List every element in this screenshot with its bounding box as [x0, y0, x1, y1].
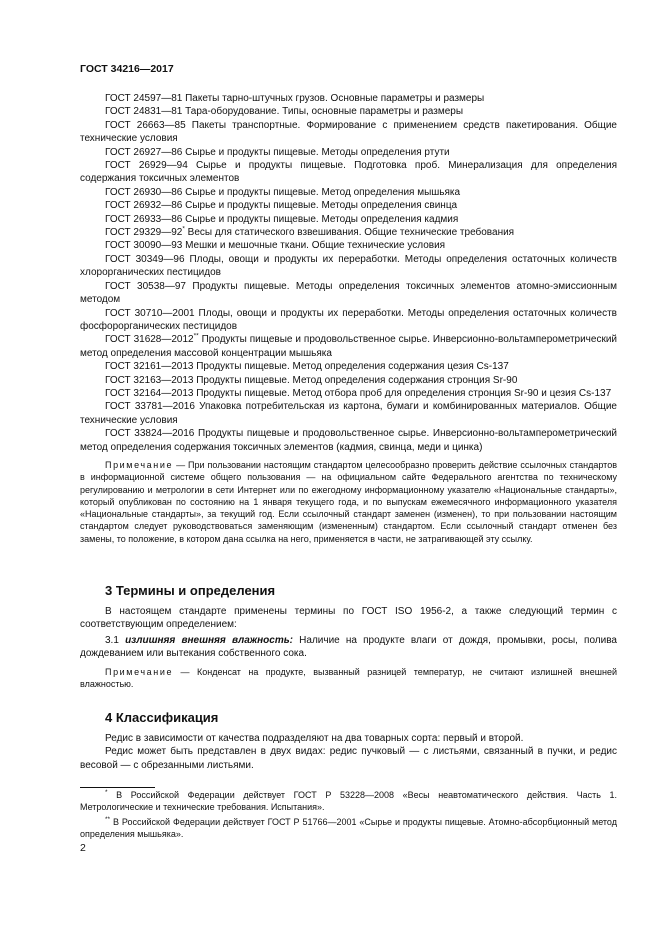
note-text: — При пользовании настоящим стандартом целесообразно проверить действие ссылочных стандартов в информационной системе общего пользования — на официальном сайте Федерального агентства по техническому регулированию и метрологии в сети Интернет или по ежегодному информационному указателю «Национальные стандарты», который опубликован по состоянию на 1 января текущего года, и по выпускам ежемесячного информационного указателя «Национальные стандарты», за текущий год. Если ссылочный стандарт заменен (изменен), то при пользовании настоящим стандартом следует руководствоваться заменяющим (измененным) стандартом. Если ссылочный стандарт отменен без замены, то положение, в котором дана ссылка на него, применяется в части, не затрагивающей эту ссылку. — [80, 459, 617, 544]
reference-code: ГОСТ 31628—2012 — [105, 334, 194, 346]
footnote-mark: ** — [105, 815, 111, 823]
reference-item: ГОСТ 26663—85 Пакеты транспортные. Формирование с применением средств пакетирования. Общие технические условия — [80, 119, 617, 145]
note-label: Примечание — [105, 666, 174, 677]
reference-item: ГОСТ 26929—94 Сырье и продукты пищевые. Подготовка проб. Минерализация для определения содержания токсичных элементов — [80, 160, 617, 185]
normative-references — [80, 92, 617, 545]
footnote-mark[interactable]: * — [182, 225, 185, 233]
term-note — [80, 666, 617, 691]
footnote — [80, 789, 617, 814]
term-name: излишняя внешняя влажность: — [125, 634, 294, 646]
reference-item: ГОСТ 32164—2013 Продукты пищевые. Метод отбора проб для определения стронция Sr-90 и цезия Cs-137 — [105, 387, 612, 399]
term-definition — [80, 634, 617, 661]
footnote-text: В Российской Федерации действует ГОСТ Р 53228—2008 «Весы неавтоматического действия. Часть 1. Метрологические и технические требования. Испытания». — [80, 790, 617, 813]
reference-item: ГОСТ 30090—93 Мешки и мешочные ткани. Общие технические условия — [105, 240, 446, 252]
reference-title: Весы для статического взвешивания. Общие технические требования — [184, 227, 515, 239]
reference-item — [80, 333, 617, 360]
reference-item: ГОСТ 33781—2016 Упаковка потребительская из картона, бумаги и комбинированных материалов. Общие технические условия — [80, 401, 617, 426]
reference-item — [80, 226, 617, 239]
page-number: 2 — [80, 842, 86, 854]
section-3-body — [80, 605, 617, 690]
reference-title: Продукты пищевые и продовольственное сырье. Инверсионно-вольтамперометрический метод определения массовой концентрации мышьяка — [80, 334, 617, 359]
reference-item: ГОСТ 32163—2013 Продукты пищевые. Метод определения содержания стронция Sr-90 — [105, 374, 518, 386]
section-4-title: 4 Классификация — [105, 710, 219, 725]
footnote-separator — [80, 787, 155, 788]
reference-item: ГОСТ 30349—96 Плоды, овощи и продукты их переработки. Методы определения остаточных количеств хлорорганических пестицидов — [80, 253, 617, 279]
reference-item: ГОСТ 26932—86 Сырье и продукты пищевые. Методы определения свинца — [105, 200, 458, 212]
section-3-intro: В настоящем стандарте применены термины по ГОСТ ISO 1956-2, а также следующий термин с соответствующим определением: — [80, 606, 617, 631]
note-label: Примечание — [105, 459, 174, 470]
section-4-paragraph: Редис может быть представлен в двух видах: редис пучковый — с листьями, связанный в пучки, и редис весовой — с обрезанными листьями. — [80, 746, 617, 771]
reference-item: ГОСТ 26930—86 Сырье и продукты пищевые. Метод определения мышьяка — [105, 186, 461, 198]
footnote-mark: * — [105, 789, 108, 796]
page-header: ГОСТ 34216—2017 — [80, 63, 174, 75]
term-text: Наличие на продукте влаги от дождя, промывки, росы, полива дождеванием или вытекания собственного сока. — [80, 634, 617, 660]
note-text: — Конденсат на продукте, вызванный разницей температур, не считают излишней внешней влажностью. — [80, 666, 617, 689]
reference-item: ГОСТ 33824—2016 Продукты пищевые и продовольственное сырье. Инверсионно-вольтамперометрический метод определения содержания токсичных элементов (кадмия, свинца, меди и цинка) — [80, 428, 617, 453]
footnotes — [80, 789, 617, 841]
reference-item: ГОСТ 30538—97 Продукты пищевые. Методы определения токсичных элементов атомно-эмиссионным методом — [80, 280, 617, 306]
section-3-title: 3 Термины и определения — [105, 583, 276, 598]
footnote-text: В Российской Федерации действует ГОСТ Р 51766—2001 «Сырье и продукты пищевые. Атомно-абсорбционный метод определения мышьяка». — [80, 816, 617, 840]
references-note — [80, 459, 617, 545]
footnote — [80, 816, 617, 841]
term-number: 3.1 — [105, 634, 126, 646]
footnote-mark[interactable]: ** — [193, 332, 199, 340]
reference-item: ГОСТ 26933—86 Сырье и продукты пищевые. Методы определения кадмия — [105, 213, 459, 225]
reference-code: ГОСТ 29329—92 — [105, 227, 183, 239]
section-4-paragraph: Редис в зависимости от качества подразделяют на два товарных сорта: первый и второй. — [105, 733, 524, 744]
reference-item: ГОСТ 30710—2001 Плоды, овощи и продукты их переработки. Методы определения остаточных количеств фосфорорганических пестицидов — [80, 307, 617, 332]
reference-item: ГОСТ 32161—2013 Продукты пищевые. Метод определения содержания цезия Cs-137 — [105, 361, 509, 373]
reference-item: ГОСТ 24831—81 Тара-оборудование. Типы, основные параметры и размеры — [105, 106, 464, 118]
reference-item: ГОСТ 26927—86 Сырье и продукты пищевые. Методы определения ртути — [105, 146, 450, 158]
section-4-body — [80, 732, 617, 772]
reference-item: ГОСТ 24597—81 Пакеты тарно-штучных грузов. Основные параметры и размеры — [105, 93, 485, 104]
